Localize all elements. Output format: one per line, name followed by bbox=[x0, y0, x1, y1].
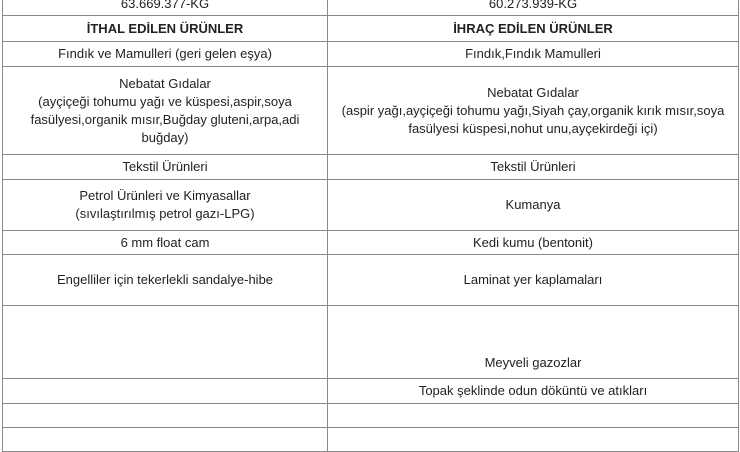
export-cell bbox=[328, 404, 739, 428]
import-cell bbox=[3, 379, 328, 404]
totals-row bbox=[3, 0, 739, 16]
table-row bbox=[3, 404, 739, 428]
export-header: İHRAÇ EDİLEN ÜRÜNLER bbox=[328, 16, 739, 42]
import-cell-detail: (ayçiçeği tohumu yağı ve küspesi,aspir,soya fasülyesi,organik mısır,Buğday gluteni,arpa,adi buğday) bbox=[30, 93, 300, 145]
export-cell bbox=[328, 428, 739, 452]
import-cell: Engelliler için tekerlekli sandalye-hibe bbox=[3, 255, 328, 306]
table-row bbox=[3, 255, 739, 306]
export-cell: Laminat yer kaplamaları bbox=[328, 255, 739, 306]
import-cell bbox=[3, 67, 328, 155]
export-cell: Meyveli gazozlar bbox=[328, 306, 739, 379]
table-row bbox=[3, 155, 739, 180]
export-cell bbox=[328, 67, 739, 155]
export-cell: Fındık,Fındık Mamulleri bbox=[328, 42, 739, 67]
import-header: İTHAL EDİLEN ÜRÜNLER bbox=[3, 16, 328, 42]
export-cell-title: Nebatat Gıdalar bbox=[487, 84, 579, 100]
header-row bbox=[3, 16, 739, 42]
table-row bbox=[3, 180, 739, 231]
import-cell bbox=[3, 306, 328, 379]
import-cell bbox=[3, 404, 328, 428]
table-row bbox=[3, 67, 739, 155]
table-row bbox=[3, 306, 739, 379]
import-cell: 6 mm float cam bbox=[3, 231, 328, 255]
export-cell: Tekstil Ürünleri bbox=[328, 155, 739, 180]
import-cell bbox=[3, 428, 328, 452]
table-row bbox=[3, 428, 739, 452]
export-cell: Kedi kumu (bentonit) bbox=[328, 231, 739, 255]
import-cell-detail: (sıvılaştırılmış petrol gazı-LPG) bbox=[75, 206, 255, 221]
table-row bbox=[3, 379, 739, 404]
table-row bbox=[3, 231, 739, 255]
export-cell: Kumanya bbox=[328, 180, 739, 231]
export-total-weight: 60.273.939-KG bbox=[328, 0, 739, 16]
export-cell: Topak şeklinde odun döküntü ve atıkları bbox=[328, 379, 739, 404]
import-total-weight: 63.669.377-KG bbox=[3, 0, 328, 16]
import-cell bbox=[3, 180, 328, 231]
import-cell-title: Petrol Ürünleri ve Kimyasallar bbox=[79, 188, 251, 203]
trade-products-table bbox=[2, 0, 739, 452]
table-row bbox=[3, 42, 739, 67]
import-cell: Tekstil Ürünleri bbox=[3, 155, 328, 180]
import-cell-title: Nebatat Gıdalar bbox=[119, 75, 211, 91]
import-cell: Fındık ve Mamulleri (geri gelen eşya) bbox=[3, 42, 328, 67]
export-cell-detail: (aspir yağı,ayçiçeği tohumu yağı,Siyah çay,organik kırık mısır,soya fasülyesi küspesi,nohut unu,ayçekirdeği içi) bbox=[341, 102, 725, 136]
